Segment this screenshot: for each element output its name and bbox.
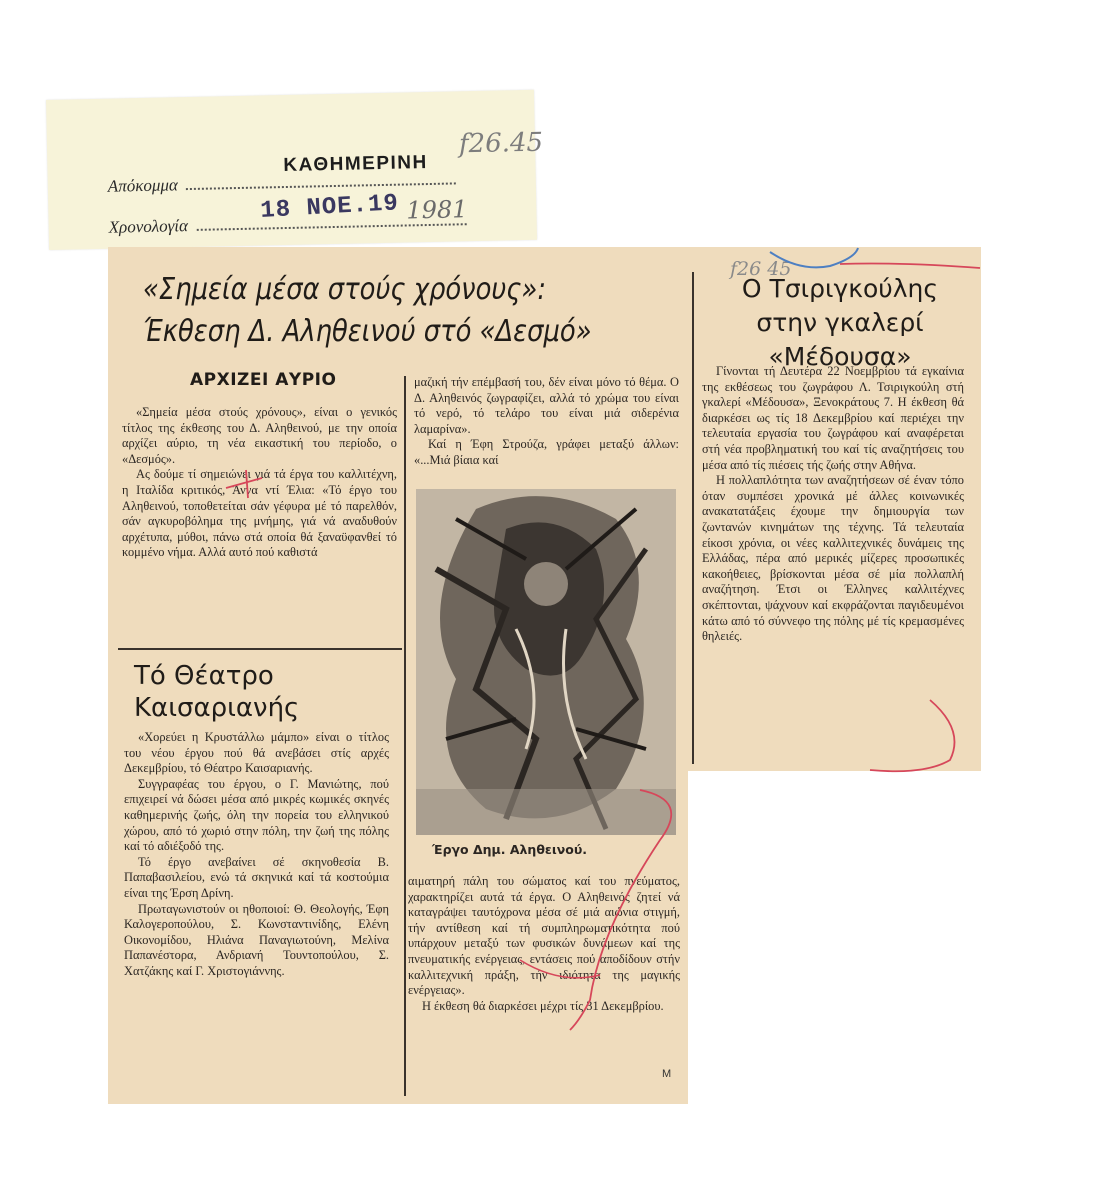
date-dotted-line xyxy=(196,223,466,231)
gallery-headline xyxy=(710,272,970,374)
section-rule xyxy=(118,648,402,650)
paragraph: «Χορεύει η Κρυστάλλω μάμπο» είναι ο τίτλος του νέου έργου πού θά ανεβάσει στίς αρχές Δεκεμβρίου, τό Θέατρο Καισαριανής. xyxy=(124,730,389,776)
paragraph: αιματηρή πάλη του σώματος καί του πνεύματος, χαρακτηρίζει αυτά τά έργα. Ο Αληθεινός ζητεί νά καταγράψει ταυτόχρονα μέσα σέ μιά αιώνια στιγμή, τήν αντίθεση καί τή συμπληρωματικότητα πού υπάρχουν μεταξύ των φυσικών δυνάμεων καί της πνευματικής ενέργειας, εντάσεις πού αποδίδουν στήν καλλιτεχνική πράξη, τήν ιδιότητα της μαγικής ενέργειας». xyxy=(408,874,680,998)
main-article-column-2 xyxy=(414,375,679,469)
corner-mark: Μ xyxy=(662,1068,672,1080)
theatre-headline-line2: Καισαριανής xyxy=(134,693,300,723)
gallery-headline-line3: «Μέδουσα» xyxy=(768,342,912,371)
main-headline-line2: Έκθεση Δ. Αληθεινού στό «Δεσμό» xyxy=(143,314,592,349)
main-headline xyxy=(143,269,607,353)
paragraph: Καί η Έφη Στρούζα, γράφει μεταξύ άλλων: «...Μιά βίαια καί xyxy=(414,437,679,467)
clipping-dotted-line xyxy=(186,182,456,190)
paragraph: Η πολλαπλότητα των αναζητήσεων σέ έναν τόπο όταν συμπέσει χρονικά μέ άλλες κοινωνικές ανακατατάξεις έχουμε την δημιουργία των ζωντανών κινημάτων της τέχνης. Τά τελευταία είκοσι χρόνια, οι νέες καλλιτεχνικές δυνάμεις της Ελλάδας, πέρα από μερικές μίζερες προσωπικές κακοήθειες, βρίσκονται μέσα σέ μία πολλαπλή αναζήτηση. Έτσι οι Έλληνες καλλιτέχνες σκέπτονται, ψάχνουν καί εκφράζονται παγιδευμένοι κάτω από τό σύννεφο της πόλης μέ τίς κρεμασμένες θηλειές. xyxy=(702,473,964,644)
clipping-row xyxy=(108,169,457,196)
paragraph: μαζική τήν επέμβασή του, δέν είναι μόνο τό θέμα. Ο Δ. Αληθεινός ζωγραφίζει, αλλά τό χρώμα του είναι τό νερό, τό τελάρο του είναι μιά σιδερένια λαμαρίνα». xyxy=(414,375,679,436)
theatre-article-body xyxy=(124,730,389,980)
paragraph: Γίνονται τή Δευτέρα 22 Νοεμβρίου τά εγκαίνια της εκθέσεως του ζωγράφου Λ. Τσιριγκούλη στή γκαλερί «Μέδουσα», Ξενοκράτους 7. Η έκθεση θά διαρκέσει ως τίς 18 Δεκεμβρίου καί περιέχει την τελευταία εργασία του ζωγράφου καί αναφέρεται στή νέα προβληματική του καί τίς αναζητήσεις του μέσα από τίς πιέσεις τής ζωής στην Αθήνα. xyxy=(702,364,964,472)
gallery-headline-line1: Ο Τσιριγκούλης xyxy=(741,274,939,303)
paragraph: Πρωταγωνιστούν οι ηθοποιοί: Θ. Θεολογής, Έφη Καλογεροπούλου, Σ. Κωνσταντινίδης, Ελένη Οικονομίδου, Ηλιάνα Παναγιωτούνη, Μελίνα Παπανέστορα, Ανδριανή Τουντοπούλου, Σ. Χατζάκης καί Γ. Χριστογιάννης. xyxy=(124,901,389,978)
date-stamp: 18 ΝΟΕ.19 xyxy=(259,190,400,225)
gallery-headline-line2: στην γκαλερί xyxy=(756,308,924,337)
artwork-caption: Έργο Δημ. Αληθεινού. xyxy=(432,842,588,857)
column-rule xyxy=(692,272,694,764)
clip-handwritten-code: f26 45 xyxy=(730,258,792,280)
paragraph: «Σημεία μέσα στούς χρόνους», είναι ο γενικός τίτλος της έκθεσης του Δ. Αληθεινού, με την οποία αρχίζει αύριο, τη νέα εικαστική του περίοδο, ο «Δεσμός». xyxy=(122,405,397,466)
main-subhead: ΑΡΧΙΖΕΙ ΑΥΡΙΟ xyxy=(190,370,337,390)
main-article-column-2-continued xyxy=(408,874,680,1014)
main-article-column-1 xyxy=(122,405,397,561)
artwork-photo xyxy=(416,489,676,835)
main-headline-line1: «Σημεία μέσα στούς χρόνους»: xyxy=(143,272,547,307)
paragraph: Ας δούμε τί σημειώνει γιά τά έργα του καλλιτέχνη, η Ιταλίδα κριτικός, Άννα ντί Έλια: «Τό έργο του Αληθεινού, τοποθετείται σάν γέφυρα μέ τό παρελθόν, σάν αγκυροβόλημα της μνήμης, γιά νά αναδυθούν αρχέτυπα, μύθοι, πάνω στά οποία θά ξαναϋφανθεί τό κομμένο νήμα. Αλλά αυτό πού καθιστά xyxy=(122,467,397,560)
artwork-image xyxy=(416,489,676,835)
theatre-headline-line1: Τό Θέατρο xyxy=(134,661,274,691)
slip-handwritten-code: f26.45 xyxy=(458,127,544,160)
column-rule xyxy=(404,376,406,1096)
newspaper-name: ΚΑΘΗΜΕΡΙΝΗ xyxy=(283,152,428,177)
date-handwritten-year: 1981 xyxy=(406,195,468,225)
gallery-article-body xyxy=(702,364,964,645)
clipping-label: Απόκομμα xyxy=(107,175,179,196)
paragraph: Συγγραφέας του έργου, ο Γ. Μανιώτης, πού επιχειρεί νά δώσει μέσα από μικρές κωμικές σκηνές καθημερινής ζωής, όλη την πορεία του ελληνικού χώρου, από τό χωριό στην πόλη, την ζωή της πόλης καί τό αδιέξοδό της. xyxy=(124,776,389,854)
theatre-headline xyxy=(134,660,299,724)
paragraph: Η έκθεση θά διαρκέσει μέχρι τίς 31 Δεκεμβρίου. xyxy=(422,998,664,1013)
date-label: Χρονολογία xyxy=(108,216,189,237)
archive-slip xyxy=(46,90,544,250)
paragraph: Τό έργο ανεβαίνει σέ σκηνοθεσία Β. Παπαβασιλείου, ενώ τά σκηνικά καί τά κοστούμια είναι της Έρση Δρίνη. xyxy=(124,854,389,900)
